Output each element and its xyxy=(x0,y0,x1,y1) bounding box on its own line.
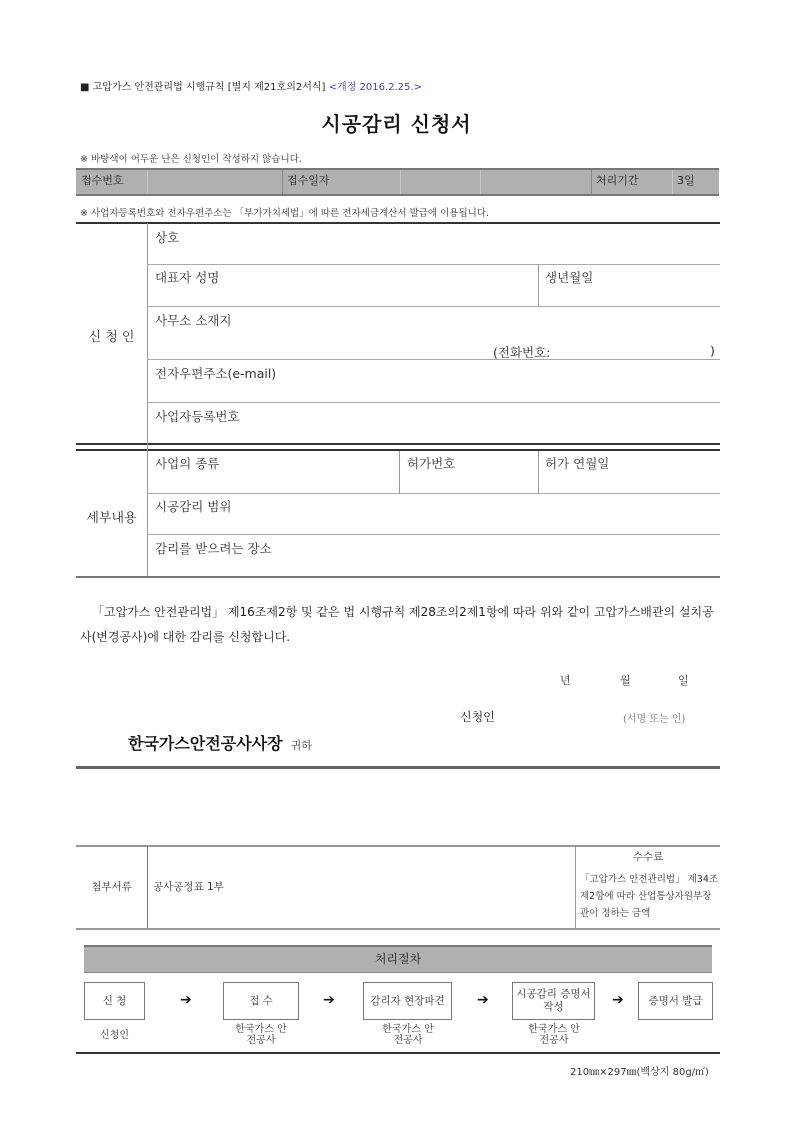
applicant-section-label: 신 청 인 xyxy=(88,330,135,345)
office-address-label: 사무소 소재지 xyxy=(155,313,232,328)
signature-hint: (서명 또는 인) xyxy=(623,714,686,725)
shaded-note: ※ 바탕색이 어두운 난은 신청인이 작성하지 않습니다. xyxy=(80,154,302,165)
actor-label: 한국가스 안전공사 xyxy=(382,1024,434,1046)
representative-name-field[interactable] xyxy=(148,265,538,305)
phone-close: ) xyxy=(710,343,715,358)
month-label: 월 xyxy=(620,674,631,687)
permit-number-field[interactable] xyxy=(400,451,538,492)
fee-label: 수수료 xyxy=(632,851,664,863)
section-border xyxy=(76,928,720,930)
processing-period-value: 3일 xyxy=(677,174,695,187)
form-reference xyxy=(80,78,422,93)
day-label: 일 xyxy=(678,674,689,687)
section-border xyxy=(76,576,720,578)
arrow-icon: ➔ xyxy=(323,992,335,1008)
actor-label: 한국가스 안전공사 xyxy=(528,1024,580,1046)
application-statement: 「고압가스 안전관리법」 제16조제2항 및 같은 법 시행규칙 제28조의2제1항에 따라 위와 같이 고압가스배관의 설치공사(변경공사)에 대한 감리를 신청합니다. xyxy=(80,605,714,644)
actor-label: 신청인 xyxy=(100,1030,129,1041)
page-title: 시공감리 신청서 xyxy=(321,112,472,136)
section-border xyxy=(76,443,720,445)
step-receive: 접 수 xyxy=(223,982,299,1020)
actor-label: 한국가스 안전공사 xyxy=(235,1024,287,1046)
divider xyxy=(480,170,481,194)
company-name-label: 상호 xyxy=(155,230,180,245)
supervision-scope-label: 시공감리 범위 xyxy=(155,499,232,514)
procedure-title-bar: 처리절차 xyxy=(84,945,712,973)
receipt-bar xyxy=(76,168,719,196)
email-field[interactable] xyxy=(148,360,720,402)
supervision-scope-field[interactable] xyxy=(148,494,720,534)
recipient-suffix: 귀하 xyxy=(290,739,312,752)
supervision-location-label: 감리를 받으려는 장소 xyxy=(155,541,272,556)
business-reg-number-field[interactable] xyxy=(148,403,720,443)
divider xyxy=(400,170,401,194)
birth-date-label: 생년월일 xyxy=(545,270,594,285)
business-type-field[interactable] xyxy=(148,451,399,492)
divider xyxy=(147,170,148,194)
receipt-date-label: 접수일자 xyxy=(287,174,330,187)
representative-name-label: 대표자 성명 xyxy=(155,270,220,285)
paper-size: 210㎜×297㎜(백상지 80g/㎡) xyxy=(570,1067,709,1078)
step-certificate: 시공감리 증명서 작성 xyxy=(512,982,595,1020)
receipt-number-field xyxy=(149,170,282,194)
revision-date: <개정 2016.2.25.> xyxy=(328,82,422,93)
business-reg-number-label: 사업자등록번호 xyxy=(155,409,240,424)
step-issue: 증명서 발급 xyxy=(638,982,713,1020)
processing-period-label: 처리기간 xyxy=(596,174,639,187)
permit-date-field[interactable] xyxy=(539,451,720,492)
step-dispatch: 감리자 현장파견 xyxy=(363,982,452,1020)
signature-label: 신청인 xyxy=(460,710,495,724)
arrow-icon: ➔ xyxy=(180,992,192,1008)
attachments-label: 첨부서류 xyxy=(91,881,132,893)
arrow-icon: ➔ xyxy=(477,992,489,1008)
receipt-number-label: 접수번호 xyxy=(81,174,124,187)
birth-date-field[interactable] xyxy=(539,265,720,305)
permit-number-label: 허가번호 xyxy=(407,456,456,471)
email-label: 전자우편주소(e-mail) xyxy=(155,366,277,381)
section-border xyxy=(76,845,720,847)
office-address-field[interactable] xyxy=(148,307,720,359)
fee-text: 「고압가스 안전관리법」 제34조제2항에 따라 산업통상자원부장관이 정하는 금액 xyxy=(580,874,719,919)
year-label: 년 xyxy=(560,674,571,687)
phone-label: (전화번호: xyxy=(493,345,551,360)
form-ref-text: ■ 고압가스 안전관리법 시행규칙 [별지 제21호의2서식] xyxy=(80,82,326,93)
company-name-field[interactable] xyxy=(148,224,720,264)
divider xyxy=(76,766,720,769)
recipient xyxy=(128,731,312,754)
permit-date-label: 허가 연월일 xyxy=(545,456,610,471)
tax-note: ※ 사업자등록번호와 전자우편주소는 「부가가치세법」에 따른 전자세금계산서 발급에 이용됩니다. xyxy=(80,208,490,219)
attachments-value: 공사공정표 1부 xyxy=(153,881,224,893)
step-apply: 신 청 xyxy=(84,982,145,1020)
recipient-name: 한국가스안전공사사장 xyxy=(128,734,283,753)
arrow-icon: ➔ xyxy=(612,992,624,1008)
section-border xyxy=(76,1052,720,1054)
details-section-label: 세부내용 xyxy=(86,511,137,526)
business-type-label: 사업의 종류 xyxy=(155,456,220,471)
supervision-location-field[interactable] xyxy=(148,535,720,576)
cell-divider xyxy=(147,846,148,928)
